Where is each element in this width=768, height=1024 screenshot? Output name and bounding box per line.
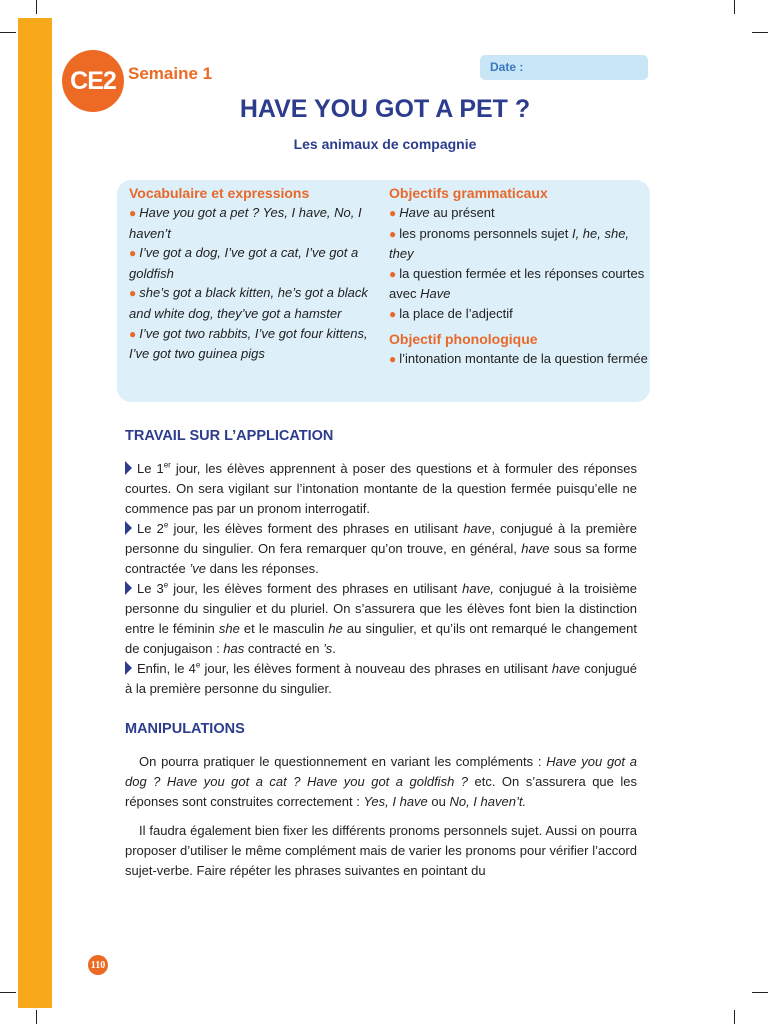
- paragraph: Enfin, le 4e jour, les élèves forment à nouveau des phrases en utilisant have conjugué à la première personne du singulier.: [125, 660, 637, 696]
- phono-item: ● l’intonation montante de la question fermée: [389, 350, 648, 366]
- bullet-icon: ●: [129, 246, 137, 261]
- paragraph: Le 3e jour, les élèves forment des phrases en utilisant have, conjugué à la troisième personne du singulier et du pluriel. On s’assurera que les élèves font bien la distinction entre le féminin she et le masculin he au singulier, et qu’ils ont remarqué le changement de conjugaison : has contracté en ’s.: [125, 580, 638, 656]
- grammar-item: ● les pronoms personnels sujet I, he, she, they: [389, 225, 630, 262]
- grammar-item: ● la place de l’adjectif: [389, 305, 513, 321]
- vocab-item: ● she’s got a black kitten, he’s got a black and white dog, they’ve got a hamster: [129, 285, 368, 321]
- page-subtitle: Les animaux de compagnie: [293, 136, 477, 152]
- crop-mark: [36, 1010, 37, 1024]
- side-bar: [18, 18, 52, 1008]
- vocab-item: ● Have you got a pet ? Yes, I have, No, I haven’t: [129, 205, 362, 241]
- section-heading-travail: TRAVAIL SUR L’APPLICATION: [125, 428, 334, 444]
- grammar-item: ● la question fermée et les réponses courtes avec Have: [389, 265, 645, 302]
- manipulations-body: [125, 752, 637, 881]
- bullet-icon: ●: [389, 206, 397, 220]
- vocab-item: ● I’ve got a dog, I’ve got a cat, I’ve got a goldfish: [129, 245, 359, 281]
- bullet-icon: ●: [129, 326, 137, 341]
- page-number: 110: [88, 955, 108, 975]
- level-badge: CE2: [62, 50, 124, 112]
- date-field[interactable]: [480, 55, 648, 80]
- crop-mark: [752, 32, 768, 33]
- crop-mark: [752, 992, 768, 993]
- section-heading-manipulations: MANIPULATIONS: [125, 721, 245, 737]
- paragraph: Le 1er jour, les élèves apprennent à poser des questions et à formuler des réponses courtes. On sera vigilant sur l’intonation montante de la question fermée puisqu’elle ne commence pas par un pronom interrogatif.: [125, 460, 637, 516]
- vocab-item: ● I’ve got two rabbits, I’ve got four kittens, I’ve got two guinea pigs: [129, 325, 368, 362]
- phono-title: Objectif phonologique: [389, 330, 538, 347]
- week-label: Semaine 1: [128, 64, 213, 83]
- travail-body: [125, 459, 637, 699]
- grammar-title: Objectifs grammaticaux: [389, 185, 548, 201]
- objectives-box: [117, 180, 650, 402]
- grammar-column: [389, 185, 649, 369]
- crop-mark: [0, 32, 16, 33]
- arrow-bullet-icon: [125, 461, 132, 475]
- vocab-title: Vocabulaire et expressions: [129, 185, 310, 201]
- grammar-item: ● Have au présent: [389, 205, 495, 220]
- bullet-icon: ●: [129, 206, 137, 220]
- page-title: HAVE YOU GOT A PET ?: [239, 95, 531, 123]
- crop-mark: [36, 0, 37, 14]
- bullet-icon: ●: [389, 226, 397, 241]
- paragraph: On pourra pratiquer le questionnement en variant les compléments : Have you got a dog ? Have you got a cat ? Have you got a goldfish ? etc. On s’assurera que les réponses sont construites correctement : Yes, I have ou No, I haven’t.: [125, 754, 637, 809]
- arrow-bullet-icon: [125, 661, 132, 675]
- arrow-bullet-icon: [125, 521, 132, 535]
- crop-mark: [734, 1010, 735, 1024]
- crop-mark: [0, 992, 16, 993]
- paragraph: Le 2e jour, les élèves forment des phrases en utilisant have, conjugué à la première personne du singulier. On fera remarquer qu’on trouve, en général, have sous sa forme contractée ’ve dans les réponses.: [125, 520, 638, 576]
- arrow-bullet-icon: [125, 581, 132, 595]
- crop-mark: [734, 0, 735, 14]
- vocab-column: [129, 185, 379, 364]
- bullet-icon: ●: [389, 306, 397, 321]
- date-label: Date :: [490, 60, 524, 74]
- bullet-icon: ●: [389, 351, 397, 366]
- bullet-icon: ●: [129, 286, 137, 301]
- bullet-icon: ●: [389, 266, 397, 281]
- paragraph: Il faudra également bien fixer les différents pronoms personnels sujet. Aussi on pourra proposer d’utiliser le même complément mais de varier les pronoms pour vérifier l’accord sujet-verbe. Faire répéter les phrases suivantes en pointant du: [125, 823, 637, 878]
